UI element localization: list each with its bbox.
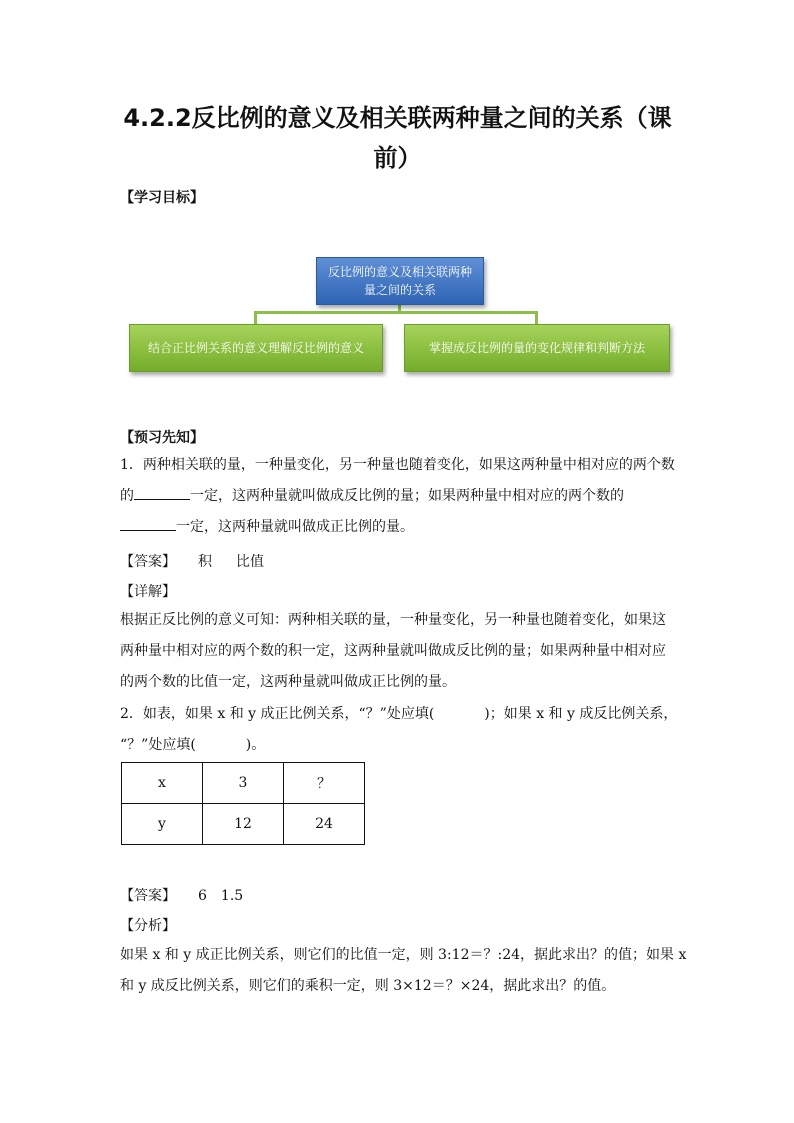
q2-analysis-line2: 和 y 成反比例关系，则它们的乘积一定，则 3×12＝？×24，据此求出？的值。 [120,978,616,994]
table-row [122,804,365,845]
table-cell: 12 [203,804,284,845]
q2-answer-1: 6 [198,888,207,904]
section-preview-heading: 【预习先知】 [120,430,204,446]
q1-answer-label: 【答案】 [120,554,176,570]
q1-answer [120,551,264,571]
q1-blank-2[interactable] [120,514,176,531]
diagram-root-node [316,257,484,305]
q1-line3-suffix: 一定，这两种量就叫做成正比例的量。 [176,519,414,535]
q2-answer-label: 【答案】 [120,888,176,904]
q1-detail-line2: 两种量中相对应的两个数的积一定，这两种量就叫做成反比例的量；如果两种量中相对应 [120,643,666,659]
q2-line2-a: “？”处应填( [120,737,196,753]
q1-detail-line1: 根据正反比例的意义可知：两种相关联的量，一种量变化，另一种量也随着变化，如果这 [120,612,666,628]
q1-blank-1[interactable] [134,483,190,500]
diagram-right-label: 掌握成反比例的量的变化规律和判断方法 [428,341,645,355]
q2-line1-b: )；如果 x 和 y 成反比例关系， [484,706,678,722]
q1-detail-label: 【详解】 [120,584,176,600]
q1-line2 [120,481,680,512]
page-title [110,98,685,178]
question-1 [120,450,680,543]
q2-analysis [120,940,687,1002]
q2-line2-b: )。 [245,737,266,753]
connector-horizontal [254,311,537,314]
table-row [122,763,365,804]
q2-line2 [120,730,680,761]
q1-line3 [120,512,680,543]
question-2 [120,699,680,761]
page-title-line2: 前） [373,144,422,172]
table-cell: y [122,804,203,845]
q2-line1-a: 2．如表，如果 x 和 y 成正比例关系，“？”处应填( [120,706,435,722]
q2-answer-2: 1.5 [220,888,244,904]
q1-line2-suffix: 一定，这两种量就叫做成反比例的量；如果两种量中相对应的两个数的 [190,488,624,504]
xy-table [121,762,365,845]
diagram-left-node [129,324,383,372]
q1-answer-2: 比值 [236,554,264,570]
q2-analysis-label: 【分析】 [120,918,176,934]
q2-answer [120,885,243,905]
diagram-root-line2: 量之间的关系 [363,283,436,297]
q1-detail-line3: 的两个数的比值一定，这两种量就叫做成正比例的量。 [120,674,456,690]
page-title-line1: 4.2.2反比例的意义及相关联两种量之间的关系（课 [123,104,672,132]
q1-answer-1: 积 [198,554,212,570]
diagram-left-label: 结合正比例关系的意义理解反比例的意义 [147,341,364,355]
section-goals-heading: 【学习目标】 [120,190,204,206]
table-cell: 24 [284,804,365,845]
table-cell: x [122,763,203,804]
q2-analysis-line1: 如果 x 和 y 成正比例关系，则它们的比值一定，则 3:12＝？:24，据此求出？的值；如果 x [120,947,687,963]
q1-detail [120,605,680,698]
connector-right [535,311,538,324]
q2-line1 [120,699,680,730]
diagram-root-line1: 反比例的意义及相关联两种 [327,265,472,279]
q1-line2-prefix: 的 [120,488,134,504]
table-cell: 3 [203,763,284,804]
q1-line1: 1．两种相关联的量，一种量变化，另一种量也随着变化，如果这两种量中相对应的两个数 [120,457,675,473]
connector-left [254,311,257,324]
diagram-right-node [404,324,670,372]
table-cell: ？ [284,763,365,804]
